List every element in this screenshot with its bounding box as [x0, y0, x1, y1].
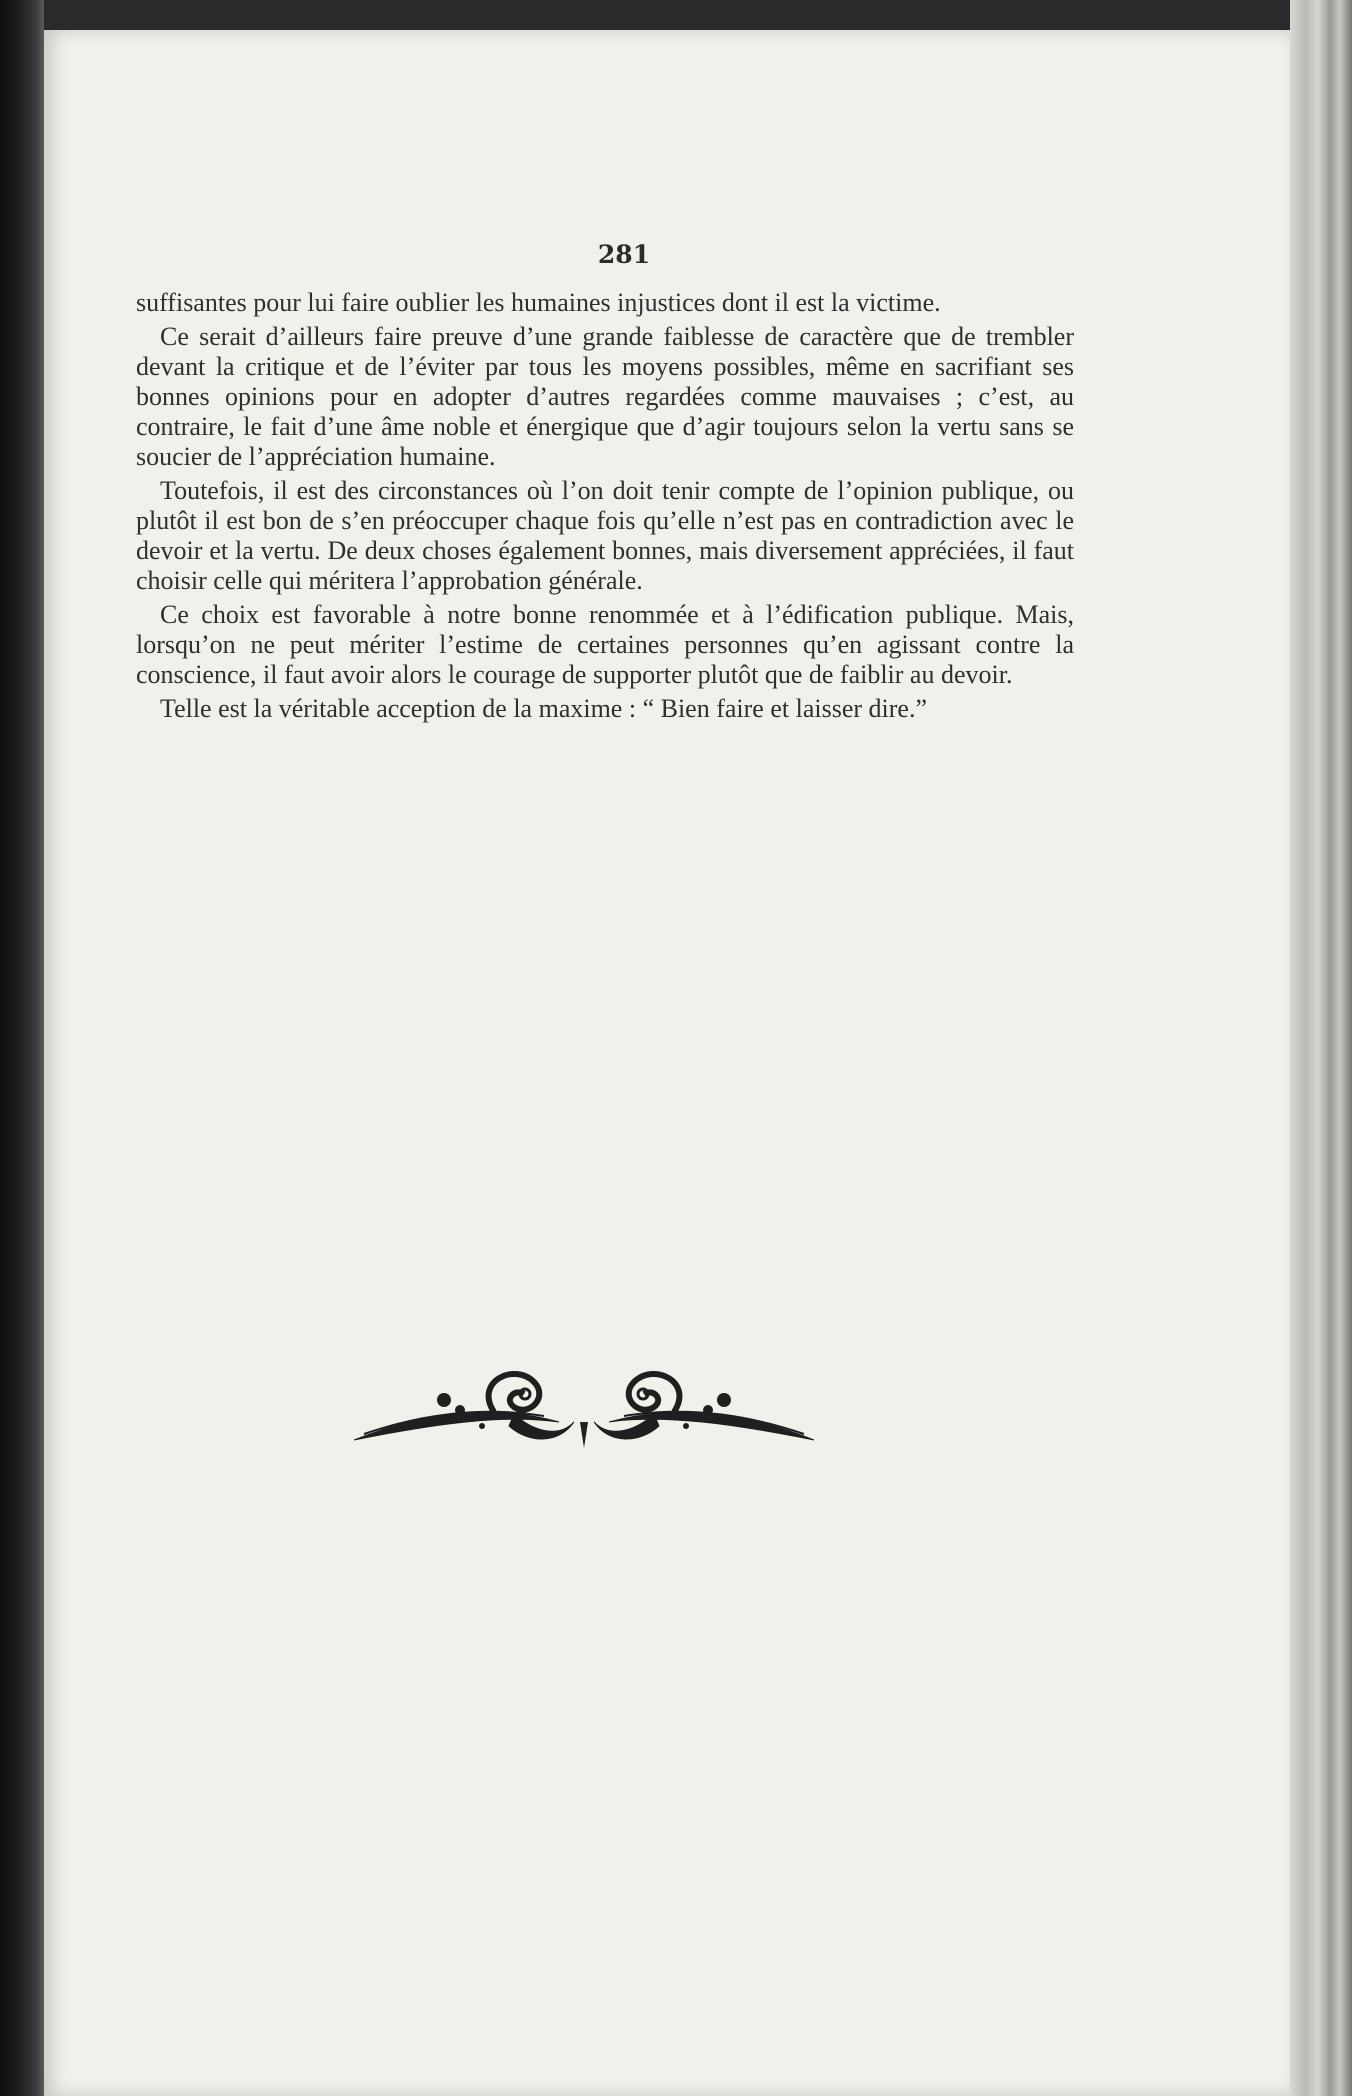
paragraph: Ce serait d’ailleurs faire preuve d’une grande faiblesse de caractère que de trembler devant la critique et de l’éviter par tous les moyens possibles, même en sacrifiant ses bonnes opinions pour en adopter d’autres regardées comme mauvaises ; c’est, au contraire, le fait d’une âme noble et énergique que d’agir toujours selon la vertu sans se soucier de l’appréciation humaine. — [136, 322, 1074, 471]
fleuron-ornament-icon — [344, 1352, 824, 1472]
paragraph-continuation: suffisantes pour lui faire oublier les humaines injustices dont il est la victime. — [136, 288, 941, 317]
page-body-text — [136, 288, 1074, 728]
book-page — [44, 30, 1290, 2096]
book-binding-left — [0, 0, 44, 2096]
page-number: 281 — [597, 240, 651, 269]
paragraph: Ce choix est favorable à notre bonne renommée et à l’édification publique. Mais, lorsqu’on ne peut mériter l’estime de certaines personnes qu’en agissant contre la conscience, il faut avoir alors le courage de supporter plutôt que de faiblir au devoir. — [136, 600, 1074, 689]
page-edges-right — [1290, 0, 1352, 2096]
paragraph: Telle est la véritable acception de la maxime : “ Bien faire et laisser dire.” — [160, 694, 927, 723]
paragraph: Toutefois, il est des circonstances où l’on doit tenir compte de l’opinion publique, ou plutôt il est bon de s’en préoccuper chaque fois qu’elle n’est pas en contradiction avec le devoir et la vertu. De deux choses également bonnes, mais diversement appréciées, il faut choisir celle qui méritera l’approbation générale. — [136, 476, 1074, 595]
